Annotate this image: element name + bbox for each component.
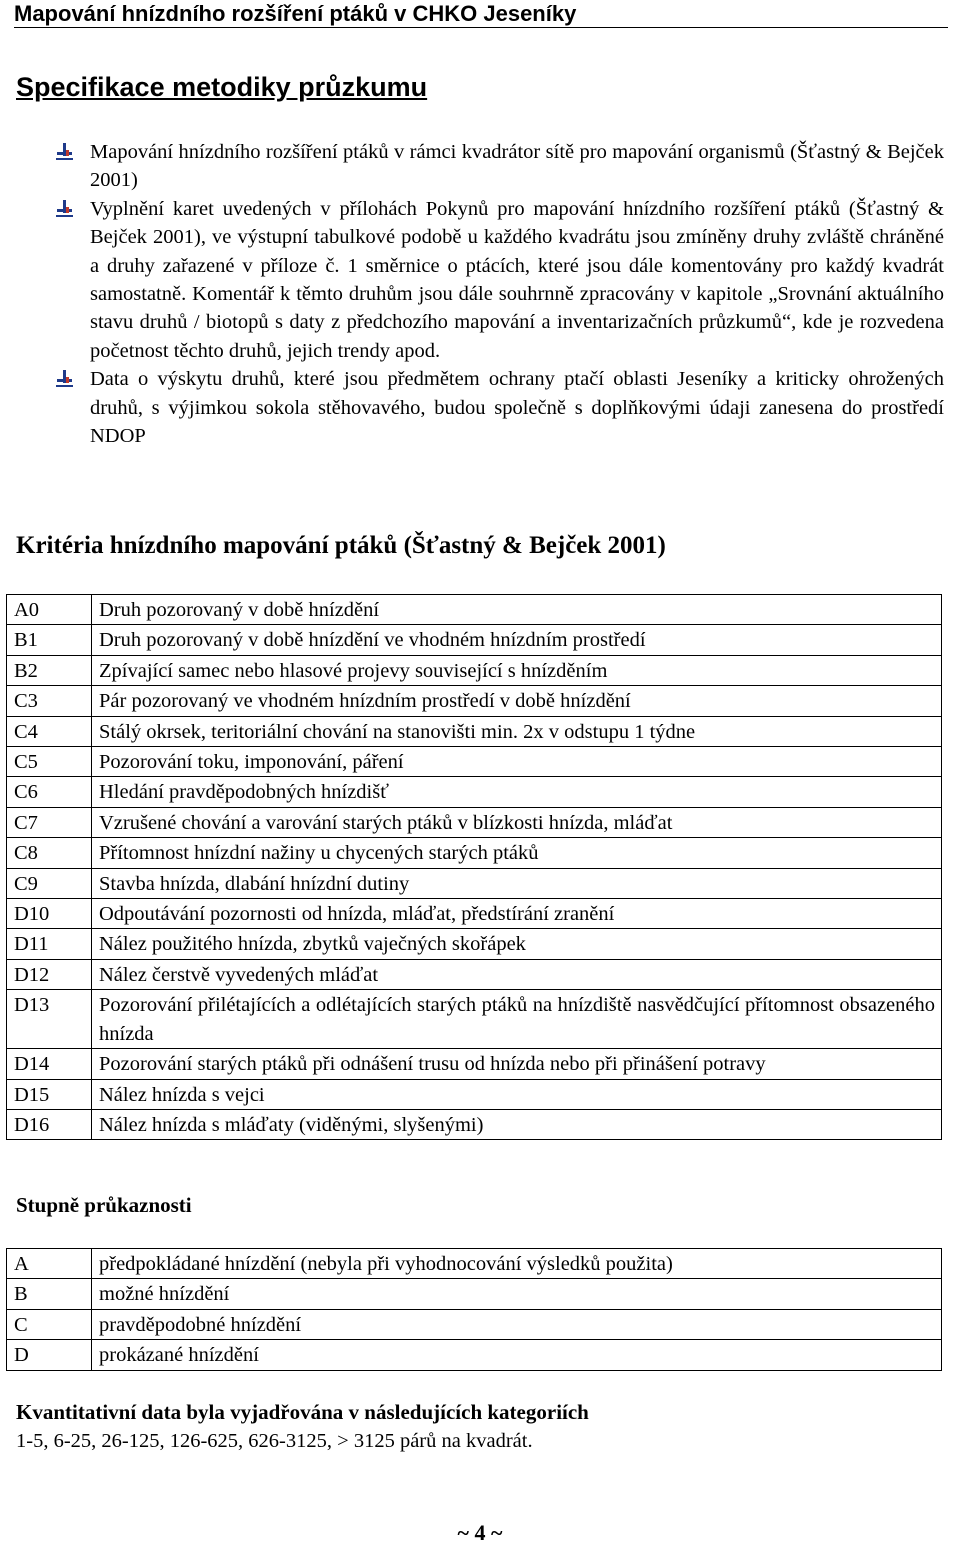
criteria-code: B1: [7, 625, 92, 655]
table-row: [7, 1109, 942, 1139]
criteria-code: C4: [7, 716, 92, 746]
criteria-description: Druh pozorovaný v době hnízdění: [92, 595, 942, 625]
table-row: [7, 686, 942, 716]
table-row: [7, 1049, 942, 1079]
criteria-description: Nález hnízda s vejci: [92, 1079, 942, 1109]
criteria-code: D13: [7, 990, 92, 1049]
criteria-description: Stavba hnízda, dlabání hnízdní dutiny: [92, 868, 942, 898]
table-row: [7, 1340, 942, 1370]
table-row: [7, 990, 942, 1049]
grade-code: A: [7, 1249, 92, 1279]
grades-table: [6, 1248, 942, 1371]
criteria-description: Přítomnost hnízdní nažiny u chycených starých ptáků: [92, 838, 942, 868]
criteria-code: D12: [7, 959, 92, 989]
section-title-quantitative: Kvantitativní data byla vyjadřována v následujících kategoriích: [16, 1400, 589, 1424]
bullet-arrow-icon: [54, 369, 74, 389]
criteria-code: C3: [7, 686, 92, 716]
list-item: [54, 195, 944, 365]
list-item: [54, 365, 944, 450]
criteria-code: C6: [7, 777, 92, 807]
criteria-code: D16: [7, 1109, 92, 1139]
grade-code: C: [7, 1309, 92, 1339]
bullet-text: Data o výskytu druhů, které jsou předmětem ochrany ptačí oblasti Jeseníky a kriticky ohrožených druhů, s výjimkou sokola stěhovavého, budou společně s doplňkovými údaji zanesena do prostředí NDOP: [90, 368, 944, 448]
quantitative-categories: 1-5, 6-25, 26-125, 126-625, 626-3125, > 3125 párů na kvadrát.: [16, 1430, 533, 1452]
criteria-code: D15: [7, 1079, 92, 1109]
section-title-criteria: Kritéria hnízdního mapování ptáků (Šťastný & Bejček 2001): [16, 532, 666, 559]
criteria-code: C5: [7, 747, 92, 777]
grade-description: pravděpodobné hnízdění: [92, 1309, 942, 1339]
table-row: [7, 595, 942, 625]
criteria-description: Pozorování toku, imponování, páření: [92, 747, 942, 777]
section-title-grades: Stupně průkaznosti: [16, 1193, 192, 1217]
table-row: [7, 1079, 942, 1109]
grade-description: možné hnízdění: [92, 1279, 942, 1309]
section-title-methodology: Specifikace metodiky průzkumu: [16, 72, 428, 102]
table-row: [7, 1279, 942, 1309]
methodology-bullet-list: [54, 138, 944, 450]
table-row: [7, 899, 942, 929]
criteria-code: B2: [7, 655, 92, 685]
list-item: [54, 138, 944, 195]
criteria-description: Odpoutávání pozornosti od hnízda, mláďat, předstírání zranění: [92, 899, 942, 929]
criteria-code: C7: [7, 807, 92, 837]
grade-code: D: [7, 1340, 92, 1370]
criteria-code: C8: [7, 838, 92, 868]
table-row: [7, 1249, 942, 1279]
table-row: [7, 1309, 942, 1339]
criteria-table: [6, 594, 942, 1140]
grade-code: B: [7, 1279, 92, 1309]
criteria-code: D11: [7, 929, 92, 959]
running-header: Mapování hnízdního rozšíření ptáků v CHKO Jeseníky: [14, 0, 948, 28]
criteria-code: D14: [7, 1049, 92, 1079]
table-row: [7, 838, 942, 868]
criteria-code: C9: [7, 868, 92, 898]
criteria-description: Stálý okrsek, teritoriální chování na stanovišti min. 2x v odstupu 1 týdne: [92, 716, 942, 746]
bullet-arrow-icon: [54, 199, 74, 219]
criteria-description: Pár pozorovaný ve vhodném hnízdním prostředí v době hnízdění: [92, 686, 942, 716]
criteria-description: Vzrušené chování a varování starých ptáků v blízkosti hnízda, mláďat: [92, 807, 942, 837]
bullet-text: Vyplnění karet uvedených v přílohách Pokynů pro mapování hnízdního rozšíření ptáků (Šťastný & Bejček 2001), ve výstupní tabulkové podobě u každého kvadrátu jsou zmíněny druhy zvláště chráněné a druhy zařazené v příloze č. 1 směrnice o ptácích, které jsou dále komentovány pro každý kvadrát samostatně. Komentář k těmto druhům jsou dále souhrnně zpracovány v kapitole „Srovnání aktuálního stavu druhů / biotopů s daty z předchozího mapování a inventarizačních průzkumů“, kde je rozvedena početnost těchto druhů, jejich trendy apod.: [90, 197, 944, 362]
criteria-description: Zpívající samec nebo hlasové projevy související s hnízděním: [92, 655, 942, 685]
table-row: [7, 655, 942, 685]
bullet-text: Mapování hnízdního rozšíření ptáků v rámci kvadrátor sítě pro mapování organismů (Šťastný & Bejček 2001): [90, 141, 944, 192]
table-row: [7, 777, 942, 807]
criteria-description: Nález použitého hnízda, zbytků vaječných skořápek: [92, 929, 942, 959]
criteria-code: A0: [7, 595, 92, 625]
criteria-description: Nález čerstvě vyvedených mláďat: [92, 959, 942, 989]
grade-description: prokázané hnízdění: [92, 1340, 942, 1370]
table-row: [7, 959, 942, 989]
criteria-code: D10: [7, 899, 92, 929]
criteria-description: Pozorování starých ptáků při odnášení trusu od hnízda nebo při přinášení potravy: [92, 1049, 942, 1079]
criteria-description: Nález hnízda s mláďaty (viděnými, slyšenými): [92, 1109, 942, 1139]
table-row: [7, 747, 942, 777]
table-row: [7, 929, 942, 959]
criteria-description: Druh pozorovaný v době hnízdění ve vhodném hnízdním prostředí: [92, 625, 942, 655]
page-number: ~ 4 ~: [457, 1520, 503, 1545]
criteria-description: Pozorování přilétajících a odlétajících starých ptáků na hnízdiště nasvědčující přítomnost obsazeného hnízda: [92, 990, 942, 1049]
bullet-arrow-icon: [54, 142, 74, 162]
table-row: [7, 868, 942, 898]
table-row: [7, 625, 942, 655]
table-row: [7, 807, 942, 837]
grade-description: předpokládané hnízdění (nebyla při vyhodnocování výsledků použita): [92, 1249, 942, 1279]
criteria-description: Hledání pravděpodobných hnízdišť: [92, 777, 942, 807]
table-row: [7, 716, 942, 746]
